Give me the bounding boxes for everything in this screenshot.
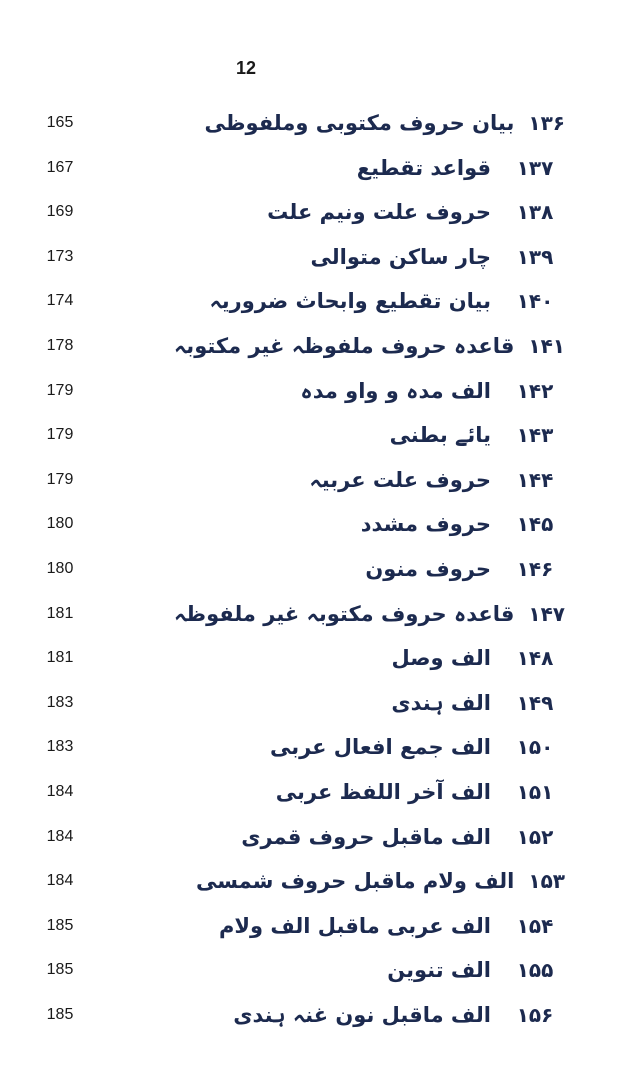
toc-entry-number: ۱۴۷	[528, 601, 565, 626]
toc-page-ref: 185	[46, 961, 74, 979]
toc-entry	[205, 418, 565, 452]
toc-page-ref: 179	[46, 381, 74, 399]
toc-row	[0, 416, 627, 461]
toc-row	[0, 907, 627, 952]
toc-entry	[205, 507, 565, 541]
toc-page-ref: 173	[46, 247, 74, 265]
toc-entry-title: الف عربی ماقبل الف ولام	[218, 913, 491, 938]
toc-entry-number: ۱۴۸	[516, 646, 554, 671]
toc-page-ref: 185	[46, 1005, 74, 1023]
toc-entry-title: الف ہندی	[391, 690, 491, 715]
toc-entry-number: ۱۳۹	[516, 244, 554, 269]
toc-entry	[174, 597, 565, 631]
toc-row	[0, 238, 627, 283]
toc-entry	[205, 284, 565, 318]
toc-page-ref: 181	[46, 604, 74, 622]
toc-entry-number: ۱۴۱	[528, 333, 565, 358]
toc-row	[0, 461, 627, 506]
toc-entry-title: الف آخر اللفظ عربی	[275, 779, 491, 804]
toc-row	[0, 550, 627, 595]
toc-entry	[205, 151, 565, 185]
toc-page-ref: 174	[46, 292, 74, 310]
toc-entry	[205, 463, 565, 497]
toc-entry	[205, 909, 565, 943]
toc-entry	[205, 240, 565, 274]
toc-row	[0, 951, 627, 996]
toc-entry-title: حروف منون	[365, 556, 491, 581]
toc-page-ref: 180	[46, 515, 74, 533]
toc-entry-title: قواعد تقطیع	[356, 155, 491, 180]
toc-entry-number: ۱۵۱	[516, 779, 554, 804]
toc-entry-number: ۱۳۶	[528, 111, 565, 135]
toc-row	[0, 684, 627, 729]
toc-entry-number: ۱۴۳	[516, 423, 554, 448]
toc-entry	[205, 552, 565, 586]
toc-entry-title: بیان تقطیع وابحاث ضروریہ	[209, 289, 491, 314]
toc-page-ref: 184	[46, 872, 74, 890]
toc-entry-title: یائے بطنی	[389, 423, 491, 448]
toc-entry-title: قاعدہ حروف مکتوبہ غیر ملفوظہ	[174, 601, 515, 626]
toc-row	[0, 282, 627, 327]
toc-entry	[205, 730, 565, 764]
page-number: 12	[235, 58, 257, 78]
toc-entry-number: ۱۵۳	[528, 869, 565, 894]
toc-row	[0, 595, 627, 640]
toc-page-ref: 184	[46, 827, 74, 845]
toc-entry-title: چار ساکن متوالی	[310, 244, 491, 269]
toc-row	[0, 773, 627, 818]
toc-entry-number: ۱۴۹	[516, 690, 554, 715]
toc-row	[0, 639, 627, 684]
toc-entry	[205, 374, 565, 408]
toc-entry-number: ۱۴۰	[516, 289, 554, 314]
toc-entry-title: الف تنوین	[387, 958, 491, 983]
toc-row	[0, 149, 627, 194]
toc-page-ref: 179	[46, 426, 74, 444]
toc-entry-number: ۱۴۶	[516, 556, 554, 581]
toc-entry-number: ۱۳۷	[516, 155, 554, 180]
toc-entry	[205, 686, 565, 720]
toc-page-ref: 167	[46, 158, 74, 176]
toc-entry-title: بیان حروف مکتوبی وملفوظی	[204, 111, 515, 135]
toc-entry-title: الف ماقبل حروف قمری	[241, 824, 491, 849]
toc-row	[0, 818, 627, 863]
toc-entry-title: الف وصل	[391, 646, 491, 671]
toc-page-ref: 179	[46, 470, 74, 488]
toc-entry	[205, 641, 565, 675]
toc-entry-number: ۱۵۶	[516, 1002, 554, 1027]
toc-page-ref: 183	[46, 693, 74, 711]
toc-page-ref: 169	[46, 203, 74, 221]
toc-entry-title: حروف مشدد	[360, 512, 491, 537]
toc-entry-number: ۱۵۵	[516, 958, 554, 983]
table-of-contents	[0, 104, 627, 1040]
toc-entry-title: الف ماقبل نون غنہ ہندی	[233, 1002, 491, 1027]
toc-row	[0, 862, 627, 907]
toc-entry	[205, 775, 565, 809]
toc-entry	[205, 998, 565, 1032]
toc-entry-number: ۱۵۲	[516, 824, 554, 849]
toc-row	[0, 996, 627, 1041]
toc-entry-number: ۱۴۵	[516, 512, 554, 537]
toc-row	[0, 728, 627, 773]
toc-row	[0, 104, 627, 149]
toc-entry	[196, 864, 565, 898]
toc-page-ref: 165	[46, 114, 74, 131]
toc-entry-title: الف جمع افعال عربی	[269, 735, 491, 760]
toc-entry-number: ۱۵۴	[516, 913, 554, 938]
toc-entry-title: الف مدہ و واو مدہ	[300, 378, 491, 403]
toc-entry	[205, 106, 565, 140]
toc-entry-title: حروف علت ونیم علت	[267, 200, 491, 225]
toc-page-ref: 185	[46, 916, 74, 934]
toc-page-ref: 180	[46, 559, 74, 577]
toc-entry-number: ۱۳۸	[516, 200, 554, 225]
toc-entry	[174, 329, 565, 363]
toc-page-ref: 184	[46, 782, 74, 800]
toc-row	[0, 327, 627, 372]
toc-entry-number: ۱۵۰	[516, 735, 554, 760]
toc-entry	[205, 953, 565, 987]
toc-entry	[205, 820, 565, 854]
toc-entry-title: حروف علت عربیہ	[309, 467, 491, 492]
toc-row	[0, 372, 627, 417]
toc-entry-number: ۱۴۴	[516, 467, 554, 492]
toc-entry-title: قاعدہ حروف ملفوظہ غیر مکتوبہ	[174, 333, 515, 358]
toc-row	[0, 193, 627, 238]
toc-row	[0, 505, 627, 550]
toc-page-ref: 178	[46, 336, 74, 354]
toc-page-ref: 183	[46, 738, 74, 756]
toc-entry-title: الف ولام ماقبل حروف شمسی	[196, 869, 515, 894]
toc-page-ref: 181	[46, 649, 74, 667]
toc-entry-number: ۱۴۲	[516, 378, 554, 403]
toc-entry	[205, 195, 565, 229]
